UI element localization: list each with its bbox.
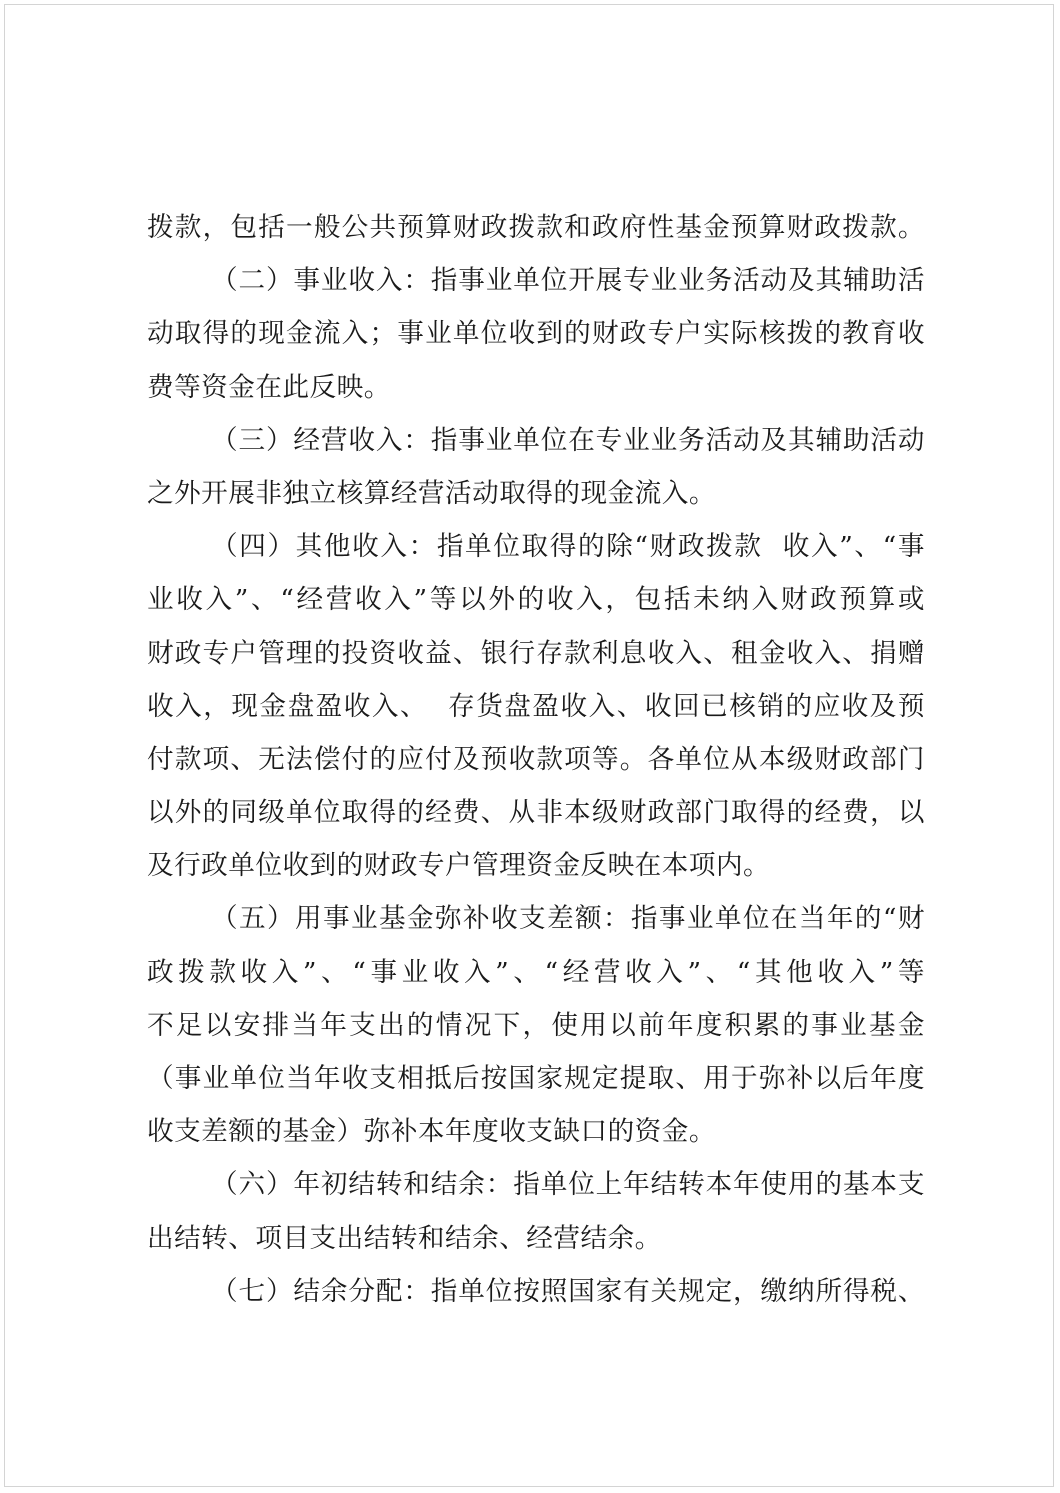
text-line: 以外的同级单位取得的经费、从非本级财政部门取得的经费，以: [147, 797, 925, 829]
text-line: 收入，现金盘盈收入、 存货盘盈收入、收回已核销的应收及预: [147, 690, 925, 722]
text-line: （事业单位当年收支相抵后按国家规定提取、用于弥补以后年度: [147, 1063, 925, 1094]
text-line: 拨款，包括一般公共预算财政拨款和政府性基金预算财政拨款。: [147, 212, 925, 243]
text-line: （六）年初结转和结余：指单位上年结转本年使用的基本支: [211, 1169, 925, 1201]
text-line: （三）经营收入：指事业单位在专业业务活动及其辅助活动: [211, 424, 925, 456]
text-line: 财政专户管理的投资收益、银行存款利息收入、租金收入、捐赠: [147, 637, 925, 669]
document-body: [147, 201, 925, 1318]
text-line: （二）事业收入：指事业单位开展专业业务活动及其辅助活: [211, 265, 925, 297]
text-line: 及行政单位收到的财政专户管理资金反映在本项内。: [147, 850, 771, 882]
text-line: （五）用事业基金弥补收支差额：指事业单位在当年的“财: [211, 903, 925, 935]
document-page: [4, 4, 1054, 1487]
text-line: 之外开展非独立核算经营活动取得的现金流入。: [147, 477, 716, 509]
text-line: 费等资金在此反映。: [147, 371, 391, 403]
text-line: （七）结余分配：指单位按照国家有关规定，缴纳所得税、: [211, 1275, 925, 1307]
text-line: 政拨款收入”、“事业收入”、“经营收入”、“其他收入”等: [147, 956, 925, 988]
text-line: 出结转、项目支出结转和结余、经营结余。: [147, 1222, 662, 1254]
text-line: 付款项、无法偿付的应付及预收款项等。各单位从本级财政部门: [147, 743, 925, 775]
text-line: 收支差额的基金）弥补本年度收支缺口的资金。: [147, 1116, 716, 1148]
text-line: （四）其他收入：指单位取得的除“财政拨款 收入”、“事: [211, 531, 925, 563]
text-line: 业收入”、“经营收入”等以外的收入，包括未纳入财政预算或: [147, 584, 925, 616]
text-line: 不足以安排当年支出的情况下，使用以前年度积累的事业基金: [147, 1009, 925, 1041]
text-line: 动取得的现金流入；事业单位收到的财政专户实际核拨的教育收: [147, 318, 925, 350]
